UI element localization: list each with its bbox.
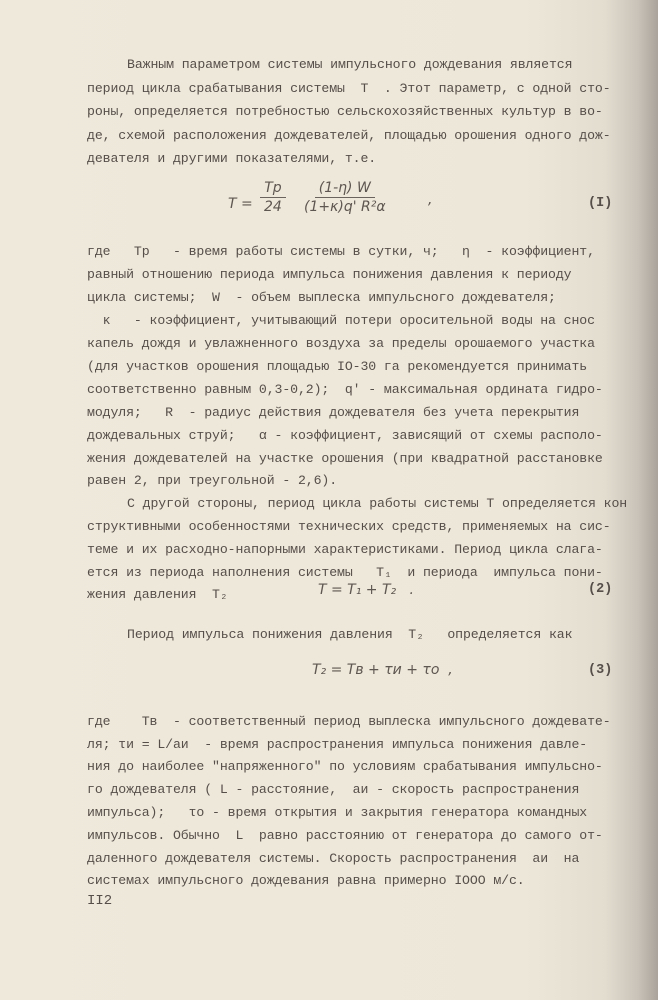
equation-number: (2) bbox=[588, 582, 613, 597]
text-line: С другой стороны, период цикла работы системы T определяется кон bbox=[127, 496, 628, 511]
fraction-denominator: (1+κ)q' R²α bbox=[304, 199, 386, 215]
text-line: даленного дождевателя системы. Скорость распространения aи на bbox=[87, 851, 580, 866]
fraction-main bbox=[300, 180, 390, 215]
equation-comma: , bbox=[428, 192, 433, 208]
equation-lhs: T = bbox=[228, 196, 253, 212]
text-line: равный отношению периода импульса понижения давления к периоду bbox=[87, 267, 572, 282]
text-line: го дождевателя ( L - расстояние, aи - скорость распространения bbox=[87, 782, 580, 797]
text-line: Период импульса понижения давления T₂ определяется как bbox=[127, 627, 573, 642]
text-line: модуля; R - радиус действия дождевателя без учета перекрытия bbox=[87, 405, 580, 420]
text-line: ется из периода наполнения системы T₁ и периода импульса пони- bbox=[87, 565, 603, 580]
fraction-tp-24 bbox=[260, 180, 286, 215]
equation-number: (I) bbox=[588, 196, 613, 211]
text-line: теме и их расходно-напорными характеристиками. Период цикла слага- bbox=[87, 542, 603, 557]
equation-2: T = T₁ + T₂ . bbox=[318, 582, 414, 598]
text-line: период цикла срабатывания системы T . Этот параметр, с одной сто- bbox=[87, 81, 611, 96]
text-line: системах импульсного дождевания равна примерно IOOO м/с. bbox=[87, 873, 525, 888]
text-line: равен 2, при треугольной - 2,6). bbox=[87, 473, 338, 488]
page-number: II2 bbox=[87, 893, 113, 909]
text-line: дождевальных струй; α - коэффициент, зависящий от схемы располо- bbox=[87, 428, 603, 443]
text-line: жения дождевателей на участке орошения (при квадратной расстановке bbox=[87, 451, 603, 466]
text-line: ля; τи = L/aи - время распространения импульса понижения давле- bbox=[87, 737, 588, 752]
equation-number: (3) bbox=[588, 663, 613, 678]
fraction-numerator: (1-η) W bbox=[315, 180, 375, 198]
text-line: цикла системы; W - объем выплеска импульсного дождевателя; bbox=[87, 290, 556, 305]
text-line: Важным параметром системы импульсного дождевания является bbox=[127, 57, 573, 72]
text-line: соответственно равным 0,3-0,2); q' - максимальная ордината гидро- bbox=[87, 382, 603, 397]
text-line: структивными особенностями технических средств, применяемых на сис- bbox=[87, 519, 611, 534]
equation-3: T₂ = Tв + τи + τо , bbox=[312, 662, 453, 678]
text-line: де, схемой расположения дождевателей, площадью орошения одного дож- bbox=[87, 128, 611, 143]
text-line: где Tp - время работы системы в сутки, ч; η - коэффициент, bbox=[87, 244, 595, 259]
text-line: импульсов. Обычно L равно расстоянию от генератора до самого от- bbox=[87, 828, 603, 843]
text-line: ния до наиболее "напряженного" по условиям срабатывания импульсно- bbox=[87, 759, 603, 774]
text-line: где Tв - соответственный период выплеска импульсного дождевате- bbox=[87, 714, 611, 729]
text-line: капель дождя и увлажненного воздуха за пределы орошаемого участка bbox=[87, 336, 595, 351]
fraction-denominator: 24 bbox=[264, 199, 282, 215]
fraction-numerator: Tp bbox=[260, 180, 285, 198]
text-line: κ - коэффициент, учитывающий потери оросительной воды на снос bbox=[87, 313, 595, 328]
text-line: жения давления T₂ bbox=[87, 587, 228, 602]
text-line: роны, определяется потребностью сельскохозяйственных культур в во- bbox=[87, 104, 603, 119]
text-line: (для участков орошения площадью IO-30 га рекомендуется принимать bbox=[87, 359, 588, 374]
text-line: девателя и другими показателями, т.е. bbox=[87, 151, 377, 166]
text-line: импульса); τо - время открытия и закрытия генератора командных bbox=[87, 805, 588, 820]
